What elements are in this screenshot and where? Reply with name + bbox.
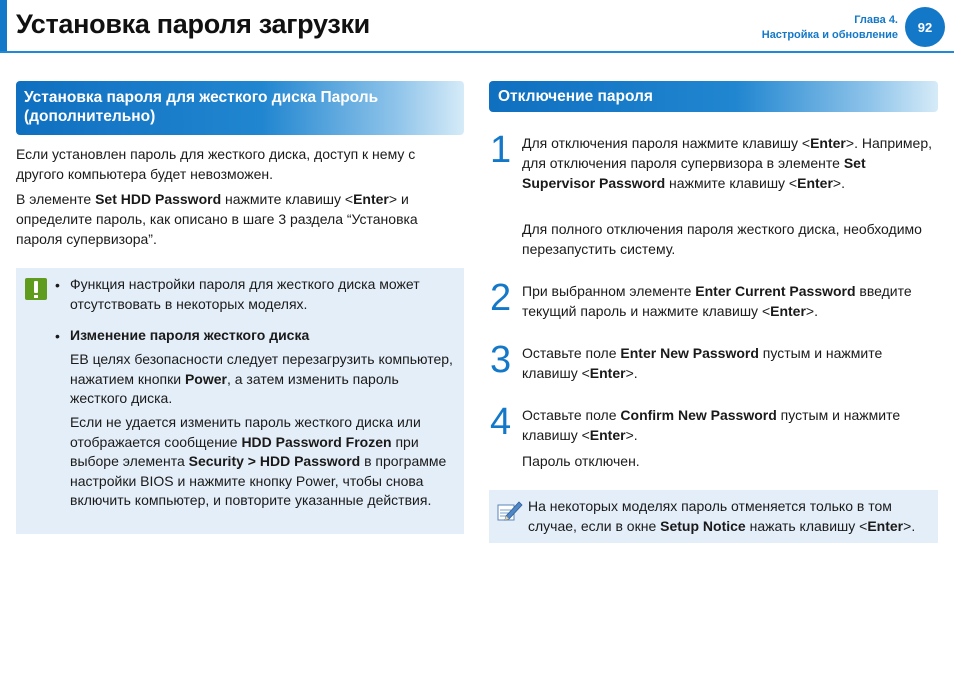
step-number-1: 1	[490, 129, 512, 171]
chapter-name: Настройка и обновление	[761, 29, 898, 41]
header-divider	[0, 51, 954, 53]
pencil-note-icon	[497, 499, 523, 523]
header-accent-stripe	[0, 0, 7, 52]
step-3-text: Оставьте поле Enter New Password пустым и нажмите клавишу <Enter>.	[522, 345, 883, 381]
chapter-info	[762, 13, 898, 43]
note-sub-paragraph-2: Если не удается изменить пароль жесткого диска или отображается сообщение HDD Password Frozen при выборе элемента Security > HDD Password в программе настройки BIOS и нажмите кнопку Power, чтобы снова включить компьютер, и повторите указанные действия.	[70, 414, 447, 508]
step-1-extra: Для полного отключения пароля жесткого диска, необходимо перезапустить систему.	[522, 221, 922, 257]
left-paragraph-2: В элементе Set HDD Password нажмите клавишу <Enter> и определите пароль, как описано в шаге 3 раздела “Установка пароля супервизора”.	[16, 191, 418, 247]
page-title: Установка пароля загрузки	[16, 9, 370, 39]
step-4-extra: Пароль отключен.	[522, 453, 640, 469]
step-number-3: 3	[490, 339, 512, 381]
page-number-badge: 92	[905, 7, 945, 47]
step-number-2: 2	[490, 277, 512, 319]
exclamation-icon	[25, 278, 47, 300]
left-paragraph-1: Если установлен пароль для жесткого диска, доступ к нему с другого компьютера будет невозможен.	[16, 146, 416, 182]
right-section-heading: Отключение пароля	[489, 81, 938, 112]
step-number-4: 4	[490, 401, 512, 443]
bullet-dot: •	[55, 277, 60, 293]
step-1-text: Для отключения пароля нажмите клавишу <Enter>. Например, для отключения пароля супервизора в элементе Set Supervisor Password нажмите клавишу <Enter>.	[522, 135, 933, 191]
step-2-text: При выбранном элементе Enter Current Password введите текущий пароль и нажмите клавишу <Enter>.	[522, 283, 912, 319]
bullet-dot: •	[55, 328, 60, 344]
note-bullet-1: Функция настройки пароля для жесткого диска может отсутствовать в некоторых моделях.	[70, 276, 420, 312]
tip-text: На некоторых моделях пароль отменяется только в том случае, если в окне Setup Notice нажать клавишу <Enter>.	[528, 498, 916, 534]
step-4-text: Оставьте поле Confirm New Password пустым и нажмите клавишу <Enter>.	[522, 407, 901, 443]
note-sub-paragraph-1: EВ целях безопасности следует перезагрузить компьютер, нажатием кнопки Power, а затем изменить пароль жесткого диска.	[70, 351, 453, 406]
left-section-heading: Установка пароля для жесткого диска Пароль (дополнительно)	[16, 81, 464, 135]
note-bullet-2-title: Изменение пароля жесткого диска	[70, 327, 310, 343]
chapter-label: Глава 4.	[854, 14, 898, 26]
